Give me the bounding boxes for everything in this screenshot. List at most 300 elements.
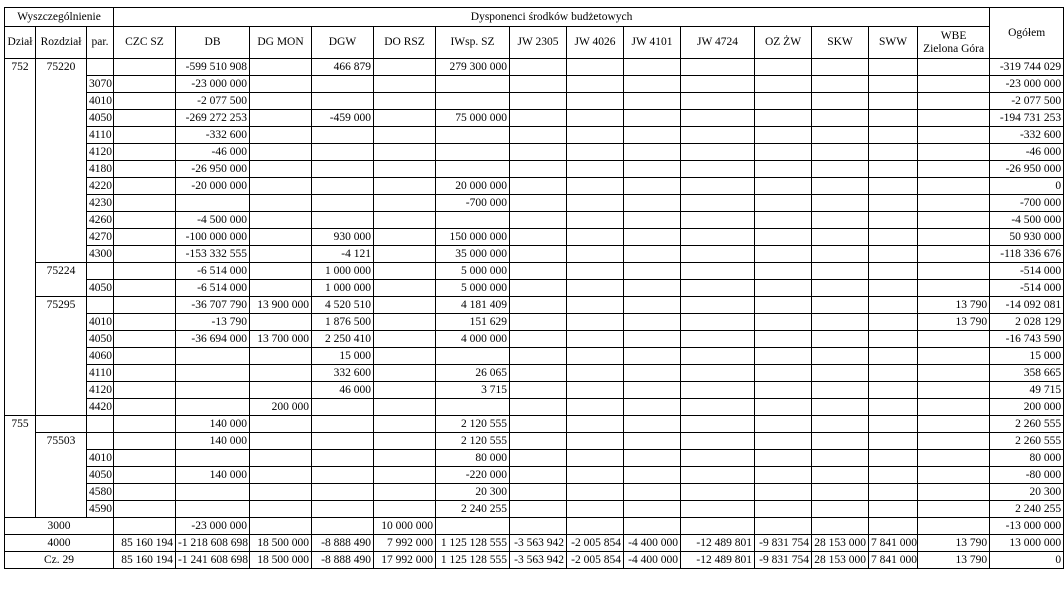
cell-value: [312, 127, 374, 144]
cell-value: [374, 110, 436, 127]
cell-value: [918, 246, 990, 263]
cell-value: [510, 229, 567, 246]
summary-row: [5, 552, 1064, 569]
cell-value: [374, 161, 436, 178]
cell-value: [755, 144, 812, 161]
cell-value: [918, 76, 990, 93]
summary-value: -3 563 942: [510, 552, 567, 569]
cell-value: [755, 280, 812, 297]
cell-dzial: [5, 331, 36, 348]
cell-value: [755, 399, 812, 416]
cell-value: [812, 348, 869, 365]
cell-value: [510, 178, 567, 195]
cell-value: [374, 59, 436, 76]
cell-value: [755, 59, 812, 76]
cell-value: [812, 93, 869, 110]
cell-total: -80 000: [990, 467, 1064, 484]
cell-value: [812, 178, 869, 195]
cell-value: -23 000 000: [176, 76, 250, 93]
table-row: [5, 127, 1064, 144]
cell-value: 151 629: [436, 314, 510, 331]
cell-rozdzial: [36, 195, 87, 212]
cell-value: [510, 382, 567, 399]
cell-value: [114, 382, 176, 399]
cell-par: 4120: [87, 382, 114, 399]
cell-value: [250, 144, 312, 161]
table-row: [5, 195, 1064, 212]
cell-value: [812, 365, 869, 382]
cell-par: 4300: [87, 246, 114, 263]
summary-value: -2 005 854: [567, 552, 624, 569]
cell-value: [567, 331, 624, 348]
cell-value: [114, 348, 176, 365]
cell-value: [681, 76, 755, 93]
cell-value: [250, 229, 312, 246]
cell-value: -459 000: [312, 110, 374, 127]
cell-value: [510, 314, 567, 331]
cell-value: [681, 144, 755, 161]
cell-value: 2 250 410: [312, 331, 374, 348]
cell-value: [918, 127, 990, 144]
cell-value: -220 000: [436, 467, 510, 484]
cell-value: [869, 76, 918, 93]
cell-par: 4010: [87, 314, 114, 331]
cell-value: [250, 348, 312, 365]
cell-total: -319 744 029: [990, 59, 1064, 76]
header-column: WBE Zielona Góra: [918, 27, 990, 59]
cell-total: -194 731 253: [990, 110, 1064, 127]
cell-value: [436, 93, 510, 110]
cell-par: 4010: [87, 93, 114, 110]
cell-value: [567, 263, 624, 280]
table-row: [5, 433, 1064, 450]
cell-value: [755, 161, 812, 178]
cell-value: [567, 280, 624, 297]
cell-value: 2 240 255: [436, 501, 510, 518]
cell-value: [510, 297, 567, 314]
cell-par: 4180: [87, 161, 114, 178]
cell-dzial: [5, 144, 36, 161]
header-column: JW 4724: [681, 27, 755, 59]
cell-total: 49 715: [990, 382, 1064, 399]
header-dzial: Dział: [5, 27, 36, 59]
cell-value: [624, 144, 681, 161]
cell-value: [114, 365, 176, 382]
cell-par: [87, 433, 114, 450]
cell-value: 279 300 000: [436, 59, 510, 76]
cell-par: 4230: [87, 195, 114, 212]
cell-value: [869, 382, 918, 399]
table-row: [5, 110, 1064, 127]
cell-dzial: [5, 212, 36, 229]
cell-value: [624, 127, 681, 144]
cell-par: 4110: [87, 127, 114, 144]
cell-value: [510, 399, 567, 416]
cell-value: [918, 93, 990, 110]
cell-value: 1 876 500: [312, 314, 374, 331]
table-row: [5, 484, 1064, 501]
cell-par: 4050: [87, 467, 114, 484]
cell-value: [567, 195, 624, 212]
cell-total: -4 500 000: [990, 212, 1064, 229]
cell-value: [114, 161, 176, 178]
cell-value: 2 120 555: [436, 416, 510, 433]
cell-value: [624, 178, 681, 195]
cell-total: -26 950 000: [990, 161, 1064, 178]
cell-par: 4050: [87, 331, 114, 348]
cell-value: [312, 93, 374, 110]
cell-value: [755, 433, 812, 450]
cell-value: [114, 331, 176, 348]
cell-value: [114, 59, 176, 76]
cell-value: [812, 263, 869, 280]
cell-dzial: [5, 484, 36, 501]
cell-value: [374, 246, 436, 263]
cell-value: [869, 314, 918, 331]
cell-value: [918, 178, 990, 195]
cell-total: 200 000: [990, 399, 1064, 416]
cell-value: [510, 348, 567, 365]
cell-value: [567, 297, 624, 314]
cell-value: [812, 76, 869, 93]
cell-value: [567, 178, 624, 195]
table-row: [5, 314, 1064, 331]
summary-value: 85 160 194: [114, 535, 176, 552]
summary-value: 7 841 000: [869, 535, 918, 552]
cell-value: [918, 348, 990, 365]
summary-value: 28 153 000: [812, 552, 869, 569]
cell-value: [510, 195, 567, 212]
cell-value: [567, 433, 624, 450]
cell-value: [567, 348, 624, 365]
cell-value: -100 000 000: [176, 229, 250, 246]
cell-value: -6 514 000: [176, 280, 250, 297]
cell-value: [869, 467, 918, 484]
cell-value: 15 000: [312, 348, 374, 365]
cell-value: [681, 348, 755, 365]
cell-total: 358 665: [990, 365, 1064, 382]
cell-value: [681, 195, 755, 212]
cell-value: [812, 331, 869, 348]
cell-value: [681, 161, 755, 178]
table-row: [5, 382, 1064, 399]
cell-value: 1 000 000: [312, 280, 374, 297]
summary-value: 28 153 000: [812, 535, 869, 552]
cell-value: [312, 178, 374, 195]
cell-value: -36 694 000: [176, 331, 250, 348]
cell-value: [624, 212, 681, 229]
cell-total: 50 930 000: [990, 229, 1064, 246]
summary-value: -2 005 854: [567, 535, 624, 552]
cell-value: [918, 331, 990, 348]
cell-value: [312, 399, 374, 416]
cell-value: [510, 416, 567, 433]
cell-value: [250, 365, 312, 382]
cell-value: 5 000 000: [436, 280, 510, 297]
cell-value: [624, 348, 681, 365]
header-column: IWsp. SZ: [436, 27, 510, 59]
cell-value: [755, 127, 812, 144]
cell-par: 4060: [87, 348, 114, 365]
cell-value: [681, 127, 755, 144]
summary-value: -1 241 608 698: [176, 552, 250, 569]
summary-value: [755, 518, 812, 535]
table-row: [5, 416, 1064, 433]
summary-value: -3 563 942: [510, 535, 567, 552]
cell-par: [87, 263, 114, 280]
summary-value: [114, 518, 176, 535]
cell-par: 4590: [87, 501, 114, 518]
cell-total: 2 260 555: [990, 433, 1064, 450]
cell-dzial: [5, 382, 36, 399]
cell-value: [567, 365, 624, 382]
summary-value: -8 888 490: [312, 535, 374, 552]
cell-value: -332 600: [176, 127, 250, 144]
cell-value: [624, 59, 681, 76]
header-column: DO RSZ: [374, 27, 436, 59]
summary-value: [681, 518, 755, 535]
cell-dzial: [5, 178, 36, 195]
cell-value: [250, 127, 312, 144]
cell-dzial: [5, 297, 36, 314]
cell-value: -4 500 000: [176, 212, 250, 229]
cell-value: [250, 161, 312, 178]
cell-dzial: [5, 161, 36, 178]
cell-value: [755, 331, 812, 348]
cell-value: [755, 93, 812, 110]
cell-value: [812, 314, 869, 331]
summary-value: [250, 518, 312, 535]
summary-value: 18 500 000: [250, 552, 312, 569]
cell-value: [869, 433, 918, 450]
summary-value: -9 831 754: [755, 535, 812, 552]
cell-value: [869, 178, 918, 195]
cell-value: [250, 93, 312, 110]
cell-value: [510, 433, 567, 450]
table-row: [5, 212, 1064, 229]
cell-value: [374, 365, 436, 382]
cell-value: [869, 331, 918, 348]
cell-value: [567, 127, 624, 144]
cell-value: [812, 280, 869, 297]
cell-value: [681, 314, 755, 331]
cell-value: [374, 467, 436, 484]
cell-value: [812, 382, 869, 399]
header-rozdzial: Rozdział: [36, 27, 87, 59]
summary-value: [567, 518, 624, 535]
cell-value: [176, 501, 250, 518]
summary-value: [312, 518, 374, 535]
cell-value: [114, 433, 176, 450]
cell-dzial: [5, 110, 36, 127]
cell-value: [567, 467, 624, 484]
cell-value: -26 950 000: [176, 161, 250, 178]
cell-value: 332 600: [312, 365, 374, 382]
cell-value: [114, 467, 176, 484]
cell-rozdzial: [36, 331, 87, 348]
cell-value: [567, 382, 624, 399]
cell-total: -14 092 081: [990, 297, 1064, 314]
table-row: [5, 501, 1064, 518]
summary-value: 7 841 000: [869, 552, 918, 569]
cell-value: [624, 110, 681, 127]
cell-value: [250, 314, 312, 331]
cell-value: [510, 144, 567, 161]
cell-total: 20 300: [990, 484, 1064, 501]
cell-value: [624, 416, 681, 433]
cell-total: 2 028 129: [990, 314, 1064, 331]
summary-value: 85 160 194: [114, 552, 176, 569]
cell-value: [681, 59, 755, 76]
cell-value: [510, 59, 567, 76]
cell-value: [812, 467, 869, 484]
cell-value: [869, 229, 918, 246]
cell-value: [567, 59, 624, 76]
cell-total: -118 336 676: [990, 246, 1064, 263]
cell-value: [510, 127, 567, 144]
cell-dzial: [5, 501, 36, 518]
cell-dzial: [5, 348, 36, 365]
cell-value: [114, 93, 176, 110]
cell-dzial: [5, 399, 36, 416]
table-row: [5, 93, 1064, 110]
cell-value: [755, 229, 812, 246]
cell-dzial: [5, 365, 36, 382]
cell-value: [918, 365, 990, 382]
cell-value: [624, 450, 681, 467]
cell-value: [312, 450, 374, 467]
cell-value: -269 272 253: [176, 110, 250, 127]
cell-value: [624, 433, 681, 450]
cell-par: 4580: [87, 484, 114, 501]
cell-par: 4050: [87, 280, 114, 297]
cell-par: 4270: [87, 229, 114, 246]
cell-value: [374, 178, 436, 195]
cell-value: [114, 76, 176, 93]
cell-value: 4 520 510: [312, 297, 374, 314]
cell-value: 1 000 000: [312, 263, 374, 280]
cell-value: 46 000: [312, 382, 374, 399]
cell-value: [567, 450, 624, 467]
cell-par: 4010: [87, 450, 114, 467]
cell-value: [624, 93, 681, 110]
cell-value: [812, 59, 869, 76]
cell-rozdzial: [36, 348, 87, 365]
cell-value: 35 000 000: [436, 246, 510, 263]
cell-value: [510, 365, 567, 382]
cell-value: [755, 246, 812, 263]
cell-total: 2 260 555: [990, 416, 1064, 433]
budget-table: [4, 7, 1064, 569]
summary-value: -12 489 801: [681, 552, 755, 569]
cell-rozdzial: 75224: [36, 263, 87, 280]
cell-value: [681, 416, 755, 433]
cell-rozdzial: 75220: [36, 59, 87, 76]
cell-value: [510, 110, 567, 127]
cell-value: 466 879: [312, 59, 374, 76]
cell-value: [681, 93, 755, 110]
cell-dzial: [5, 195, 36, 212]
cell-value: [567, 229, 624, 246]
cell-value: [869, 297, 918, 314]
table-row: [5, 76, 1064, 93]
header-column: JW 4101: [624, 27, 681, 59]
cell-value: -6 514 000: [176, 263, 250, 280]
cell-value: [510, 212, 567, 229]
cell-value: [250, 246, 312, 263]
cell-value: [681, 365, 755, 382]
header-column: SWW: [869, 27, 918, 59]
cell-value: [312, 467, 374, 484]
cell-value: [114, 501, 176, 518]
cell-value: 930 000: [312, 229, 374, 246]
cell-total: 2 240 255: [990, 501, 1064, 518]
header-column: SKW: [812, 27, 869, 59]
summary-value: [510, 518, 567, 535]
cell-value: [114, 399, 176, 416]
cell-value: [374, 195, 436, 212]
cell-value: [869, 127, 918, 144]
summary-value: [869, 518, 918, 535]
cell-value: [681, 263, 755, 280]
cell-value: [869, 93, 918, 110]
cell-value: [374, 280, 436, 297]
cell-value: 2 120 555: [436, 433, 510, 450]
cell-dzial: [5, 229, 36, 246]
cell-value: [176, 484, 250, 501]
cell-value: [624, 467, 681, 484]
cell-value: [681, 484, 755, 501]
cell-rozdzial: 75295: [36, 297, 87, 314]
summary-value: -1 218 608 698: [176, 535, 250, 552]
cell-value: 4 000 000: [436, 331, 510, 348]
cell-value: [918, 161, 990, 178]
table-body: [5, 59, 1064, 569]
cell-value: [312, 144, 374, 161]
cell-value: [436, 76, 510, 93]
cell-value: [250, 382, 312, 399]
cell-rozdzial: [36, 178, 87, 195]
cell-value: [436, 161, 510, 178]
cell-value: [567, 314, 624, 331]
header-disposers-title: Dysponenci środków budżetowych: [114, 8, 990, 27]
cell-value: [374, 229, 436, 246]
cell-value: [114, 110, 176, 127]
cell-value: [869, 348, 918, 365]
summary-value: [436, 518, 510, 535]
cell-rozdzial: 75503: [36, 433, 87, 450]
cell-rozdzial: [36, 212, 87, 229]
cell-value: [374, 93, 436, 110]
summary-label: 3000: [5, 518, 114, 535]
cell-rozdzial: [36, 416, 87, 433]
cell-rozdzial: [36, 280, 87, 297]
summary-label: 4000: [5, 535, 114, 552]
table-row: [5, 144, 1064, 161]
cell-value: [869, 399, 918, 416]
cell-value: [624, 246, 681, 263]
summary-row: [5, 535, 1064, 552]
cell-total: -700 000: [990, 195, 1064, 212]
cell-value: [918, 450, 990, 467]
cell-value: [624, 76, 681, 93]
summary-value: 18 500 000: [250, 535, 312, 552]
cell-value: [681, 433, 755, 450]
cell-rozdzial: [36, 110, 87, 127]
cell-value: [681, 382, 755, 399]
cell-value: [755, 365, 812, 382]
header-column: CZC SZ: [114, 27, 176, 59]
